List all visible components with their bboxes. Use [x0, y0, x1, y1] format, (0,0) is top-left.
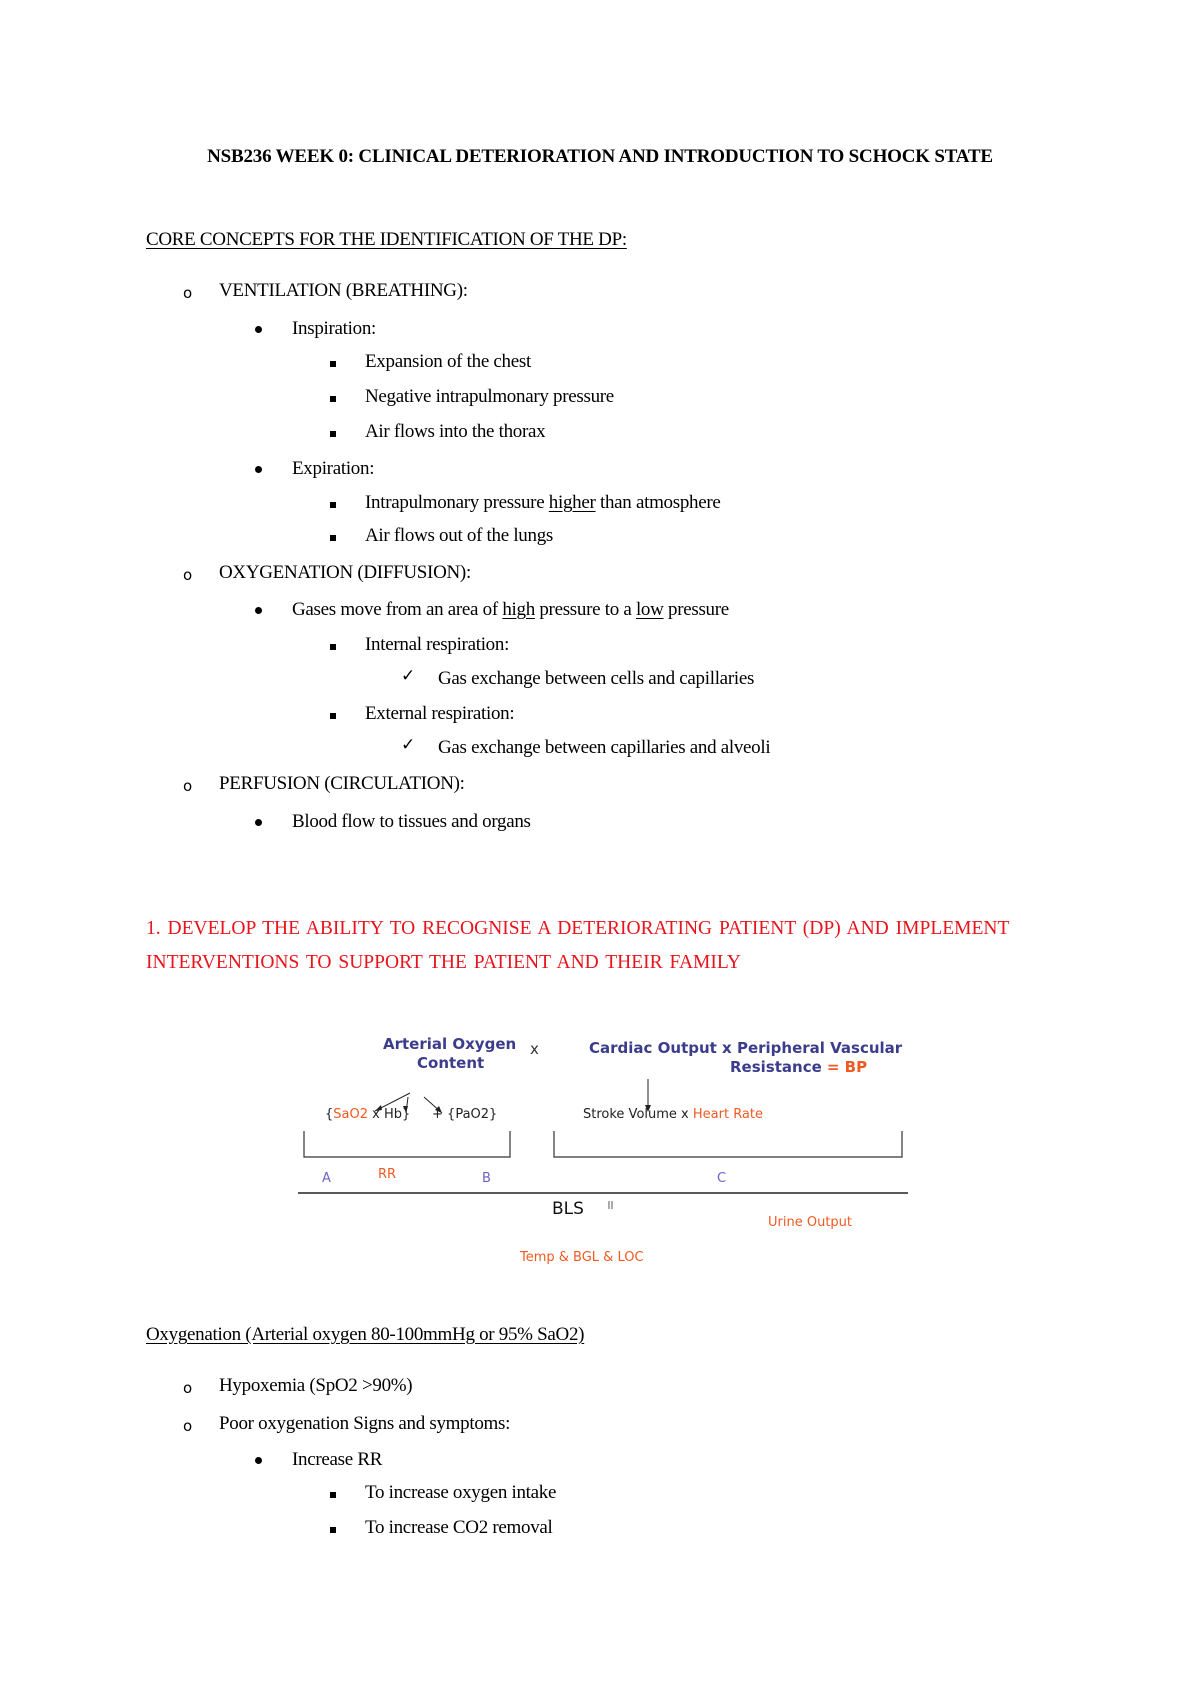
dot-bullet-icon	[255, 607, 262, 614]
bls-label: BLS	[552, 1199, 584, 1219]
square-bullet-icon	[330, 431, 336, 437]
checkmark-icon: ✓	[401, 735, 416, 755]
list-item: Air flows out of the lungs	[365, 525, 553, 546]
label-rr: RR	[378, 1167, 397, 1182]
expiration-label: Expiration:	[292, 458, 375, 479]
oxygenation-label: OXYGENATION (DIFFUSION):	[219, 562, 471, 583]
oxygenation-heading: Oxygenation (Arterial oxygen 80-100mmHg or 95% SaO2)	[146, 1324, 585, 1345]
label-c: C	[717, 1171, 727, 1186]
hypoxemia-item: Hypoxemia (SpO2 >90%)	[219, 1375, 413, 1396]
circle-bullet-icon: o	[183, 566, 193, 584]
pao2-term: + {PaO2}	[432, 1107, 498, 1122]
poor-oxygenation-item: Poor oxygenation Signs and symptoms:	[219, 1413, 511, 1434]
underlined-word: high	[502, 599, 535, 620]
ventilation-label: VENTILATION (BREATHING):	[219, 280, 468, 301]
square-bullet-icon	[330, 535, 336, 541]
list-item: Intrapulmonary pressure higher than atmosphere	[365, 492, 721, 513]
internal-respiration-label: Internal respiration:	[365, 634, 510, 655]
list-item: Negative intrapulmonary pressure	[365, 386, 614, 407]
list-item: To increase oxygen intake	[365, 1482, 557, 1503]
perfusion-label: PERFUSION (CIRCULATION):	[219, 773, 465, 794]
square-bullet-icon	[330, 396, 336, 402]
cardiac-output-label: Cardiac Output x Peripheral Vascular	[589, 1039, 903, 1057]
list-item: Gas exchange between capillaries and alveoli	[438, 737, 771, 758]
stroke-volume-term: Stroke Volume x Heart Rate	[583, 1107, 763, 1122]
arterial-oxygen-label: Arterial Oxygen	[383, 1035, 517, 1053]
sao2-hb-term: {SaO2 x Hb}	[325, 1107, 411, 1122]
dot-bullet-icon	[255, 1457, 262, 1464]
label-b: B	[482, 1171, 491, 1186]
content-label: Content	[417, 1054, 485, 1072]
square-bullet-icon	[330, 713, 336, 719]
square-bullet-icon	[330, 361, 336, 367]
list-item: To increase CO2 removal	[365, 1517, 553, 1538]
checkmark-icon: ✓	[401, 666, 416, 686]
dot-bullet-icon	[255, 819, 262, 826]
underlined-word: higher	[548, 492, 596, 513]
circle-bullet-icon: o	[183, 777, 193, 795]
list-item: Gas exchange between cells and capillaries	[438, 668, 755, 689]
circle-bullet-icon: o	[183, 1417, 193, 1435]
core-concepts-heading: CORE CONCEPTS FOR THE IDENTIFICATION OF THE DP:	[146, 229, 627, 250]
external-respiration-label: External respiration:	[365, 703, 515, 724]
circle-bullet-icon: o	[183, 284, 193, 302]
square-bullet-icon	[330, 502, 336, 508]
circle-bullet-icon: o	[183, 1379, 193, 1397]
multiply-sign: x	[530, 1040, 539, 1058]
label-a: A	[322, 1171, 331, 1186]
underlined-word: low	[635, 599, 664, 620]
list-item: Air flows into the thorax	[365, 421, 546, 442]
dot-bullet-icon	[255, 326, 262, 333]
list-item: Expansion of the chest	[365, 351, 531, 372]
document-title: NSB236 WEEK 0: CLINICAL DETERIORATION AND INTRODUCTION TO SCHOCK STATE	[207, 146, 993, 167]
gases-item: Gases move from an area of high pressure to a low pressure	[292, 599, 729, 620]
resistance-label: Resistance = BP	[730, 1058, 868, 1076]
temp-bgl-loc-label: Temp & BGL & LOC	[520, 1250, 644, 1265]
increase-rr-item: Increase RR	[292, 1449, 383, 1470]
dot-bullet-icon	[255, 466, 262, 473]
square-bullet-icon	[330, 644, 336, 650]
square-bullet-icon	[330, 1527, 336, 1533]
square-bullet-icon	[330, 1492, 336, 1498]
inspiration-label: Inspiration:	[292, 318, 376, 339]
oxygen-delivery-diagram	[290, 1035, 930, 1275]
learning-objective: 1. DEVELOP THE ABILITY TO RECOGNISE A DETERIORATING PATIENT (DP) AND IMPLEMENT INTERVENTIONS TO SUPPORT THE PATIENT AND THEIR FAMILY	[146, 918, 1010, 973]
list-item: Blood flow to tissues and organs	[292, 811, 531, 832]
urine-output-label: Urine Output	[768, 1215, 852, 1230]
